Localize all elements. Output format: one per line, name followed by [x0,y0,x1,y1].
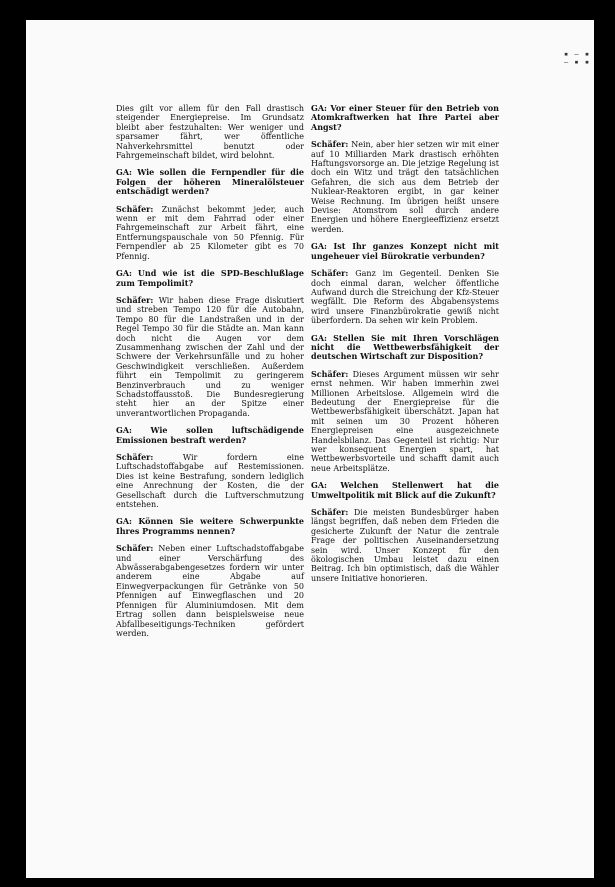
answer-text: Dieses Argument müssen wir sehr ernst nehmen. Wir haben immerhin zwei Millionen Arbeitslose. Allgemein wird die Bedeutung der Energiepreise für die Wettbewerbsfähigkeit überschätzt. Japan hat mit seinen um 30 Prozent höheren Energiepreisen eine ausgezeichnete Handelsbilanz. Das Gegenteil ist richtig: Nur wer konsequent Energien spart, hat Wettbewerbsvorteile und schafft damit auch neue Arbeitsplätze. [311,369,499,473]
question-text: Wie sollen luftschädigende Emissionen bestraft werden? [116,425,304,445]
speaker-label: Schäfer: [116,452,154,462]
answer-text: Neben einer Luftschadstoffabgabe und einer Verschärfung des Abwässerabgabengesetzes fordern wir unter anderem eine Abgabe auf Einwegverpackungen für Getränke von 50 Pfennigen auf Einwegflaschen und 20 Pfennigen für Aluminiumdosen. Mit dem Ertrag sollen dann beispielsweise neue Abfallbeseitigungs-Techniken gefördert werden. [116,544,305,638]
paragraph [311,334,499,362]
speaker-label: Schäfer: [311,139,349,150]
speaker-label: GA: [116,167,132,178]
speaker-label: GA: [311,332,327,343]
document-page [26,20,594,878]
paragraph [116,544,304,638]
paragraph [116,205,304,261]
paragraph [311,269,499,325]
answer-text: Wir fordern eine Luftschadstoffabgabe auf Restemissionen. Dies ist keine Bestrafung, sondern lediglich eine Anrechnung der Kosten, die der Gesellschaft durch die Luftverschmutzung entstehen. [116,453,305,510]
paragraph [116,426,304,445]
paragraph [311,370,499,473]
paragraph [116,104,304,160]
speaker-label: Schäfer: [311,268,349,279]
answer-text: Nein, aber hier setzen wir mit einer auf 10 Milliarden Mark drastisch erhöhten Haftungsvorsorge an. Die jetzige Regelung ist doch ein Witz und trägt den tatsächlichen Gefahren, die sich aus dem Betrieb der Nuklear-Reaktoren ergibt, in gar keiner Weise Rechnung. Im übrigen heißt unsere Devise: Atomstrom soll durch andere Energien und höhere Energieeffizienz ersetzt werden. [311,140,500,234]
question-text: Vor einer Steuer für den Betrieb von Atomkraftwerken hat Ihre Partei aber Angst? [311,103,499,132]
paragraph [311,140,499,234]
speaker-label: Schäfer: [311,507,349,518]
speaker-label: Schäfer: [311,368,349,379]
paragraph [116,517,304,536]
speaker-label: GA: [116,425,132,436]
paragraph [311,481,499,500]
question-text: Und wie ist die SPD-Beschlußlage zum Tempolimit? [116,268,304,288]
paragraph [116,269,304,288]
paragraph [311,242,499,261]
paragraph [116,296,304,418]
speaker-label: GA: [116,516,132,527]
question-text: Wie sollen die Fernpendler für die Folgen der höheren Mineralölsteuer entschädigt werden? [116,167,304,197]
paragraph [116,453,304,509]
paragraph [311,508,499,583]
answer-text: Dies gilt vor allem für den Fall drastisch steigender Energiepreise. Im Grundsatz bleibt aber festzuhalten: Wer weniger und sparsamer fährt, wer öffentliche Nahverkehrsmittel benutzt oder Fahrgemeinschaft bildet, wird belohnt. [116,104,304,161]
question-text: Welchen Stellenwert hat die Umweltpolitik mit Blick auf die Zukunft? [311,480,499,500]
question-text: Ist Ihr ganzes Konzept nicht mit ungeheuer viel Bürokratie verbunden? [311,241,499,261]
header-marks: ▪ – ▪ – ▪ ▪ [564,50,591,66]
paragraph [116,168,304,196]
question-text: Stellen Sie mit Ihren Vorschlägen nicht die Wettbewerbsfähigkeit der deutschen Wirtschaft zur Disposition? [311,332,499,362]
paragraph [311,104,499,132]
speaker-label: Schäfer: [116,203,154,214]
question-text: Können Sie weitere Schwerpunkte Ihres Programms nennen? [116,516,305,536]
speaker-label: GA: [116,268,132,279]
speaker-label: GA: [311,480,327,491]
speaker-label: Schäfer: [116,543,154,554]
speaker-label: GA: [311,103,327,113]
speaker-label: Schäfer: [116,294,154,305]
answer-text: Die meisten Bundesbürger haben längst begriffen, daß neben dem Frieden die gesicherte Zukunft der Natur die zentrale Frage der politischen Auseinandersetzung sein wird. Unser Konzept für den ökologischen Umbau leistet dazu einen Beitrag. Ich bin optimistisch, daß die Wähler unsere Initiative honorieren. [311,508,499,583]
answer-text: Ganz im Gegenteil. Denken Sie doch einmal daran, welcher öffentliche Aufwand durch die Streichung der Kfz-Steuer wegfällt. Die Reform des Abgabensystems wird unsere Finanzbürokratie gewiß nicht überfordern. Da sehen wir kein Problem. [311,269,499,326]
text-column-left [116,104,304,646]
answer-text: Zunächst bekommt jeder, auch wenn er mit dem Fahrrad oder einer Fahrgemeinschaft zur Arbeit fährt, eine Entfernungspauschale von 50 Pfennig. Für Fernpendler ab 25 Kilometer gibt es 70 Pfennig. [116,204,305,261]
speaker-label: GA: [311,241,327,252]
text-column-right [311,104,499,591]
answer-text: Wir haben diese Frage diskutiert und streben Tempo 120 für die Autobahn, Tempo 80 für die Landstraßen und in der Regel Tempo 30 für die Städte an. Man kann doch nicht die Augen vor dem Zusammenhang zwischen der Zahl und der Schwere der Verkehrsunfälle und zu hoher Geschwindigkeit verschließen. Außerdem führt ein Tempolimit zu geringerem Benzinverbrauch und zu weniger Schadstoffausstoß. Die Bundesregierung steht hier an der Spitze einer unverantwortlichen Propaganda. [116,295,305,418]
